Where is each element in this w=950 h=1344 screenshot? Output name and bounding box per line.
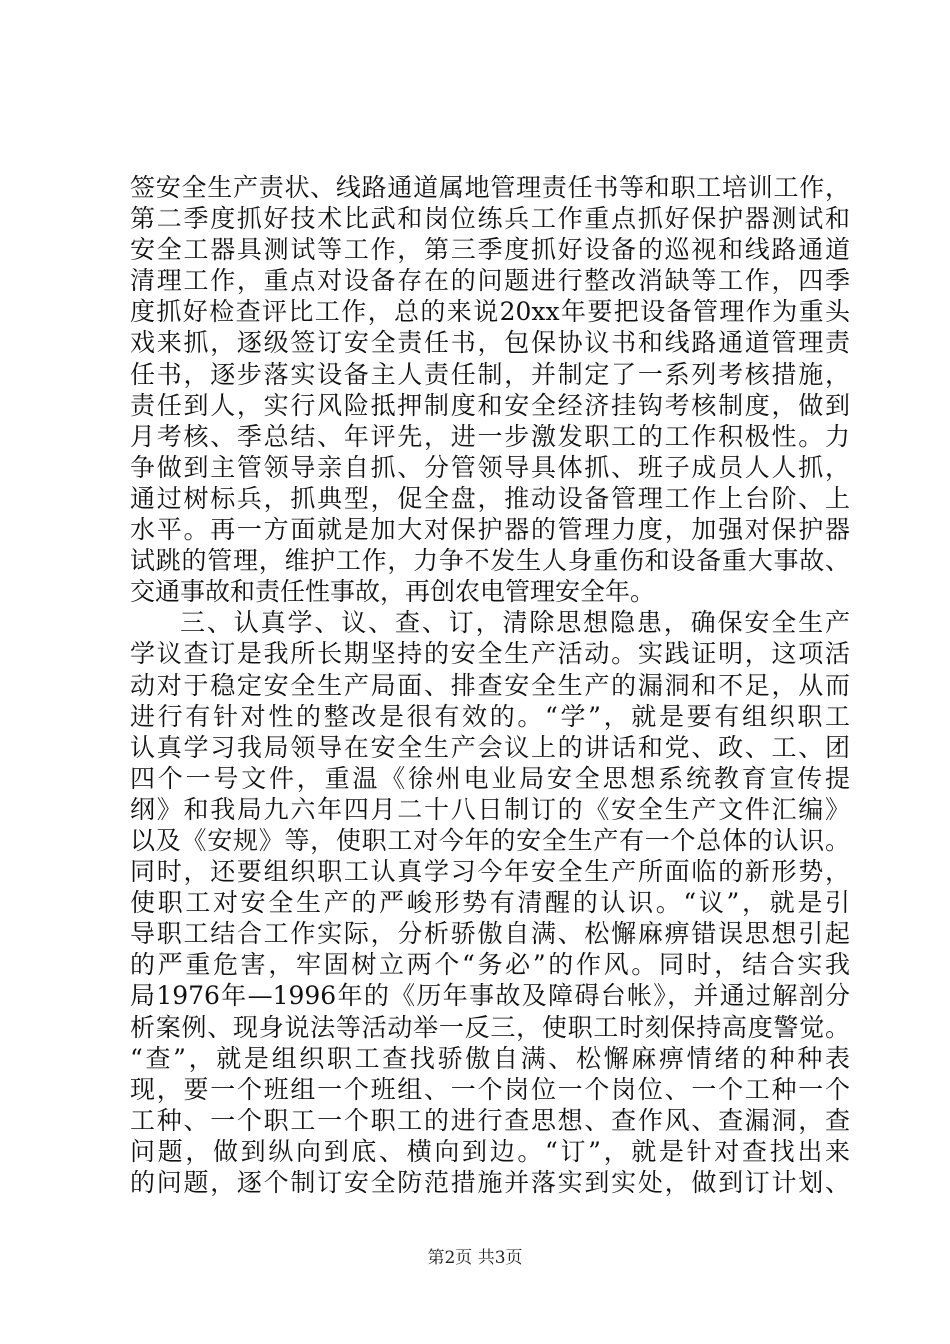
text-line: 动对于稳定安全生产局面、排查安全生产的漏洞和不足，从而 [130,670,850,700]
text-line: 三、认真学、议、查、订，清除思想隐患，确保安全生产 [180,608,850,638]
text-line: 学议查订是我所长期坚持的安全生产活动。实践证明，这项活 [130,639,850,669]
text-line: 第二季度抓好技术比武和岗位练兵工作重点抓好保护器测试和 [130,204,850,234]
text-line: 月考核、季总结、年评先，进一步激发职工的工作积极性。力 [130,421,850,451]
text-line: 任书，逐步落实设备主人责任制，并制定了一系列考核措施， [130,359,850,389]
text-line: 工种、一个职工一个职工的进行查思想、查作风、查漏洞，查 [130,1105,850,1135]
text-line: 交通事故和责任性事故，再创农电管理安全年。 [130,577,656,607]
text-line: 同时，还要组织职工认真学习今年安全生产所面临的新形势， [130,857,850,887]
text-line: 清理工作，重点对设备存在的问题进行整改消缺等工作，四季 [130,266,850,296]
text-line: 的问题，逐个制订安全防范措施并落实到实处，做到订计划、 [130,1168,850,1197]
text-line: 戏来抓，逐级签订安全责任书，包保协议书和线路通道管理责 [130,328,850,358]
text-line: 以及《安规》等，使职工对今年的安全生产有一个总体的认识。 [130,825,850,855]
text-line: 签安全生产责状、线路通道属地管理责任书等和职工培训工作， [130,173,850,202]
text-line: 责任到人，实行风险抵押制度和安全经济挂钩考核制度，做到 [130,390,850,420]
text-line: 纲》和我局九六年四月二十八日制订的《安全生产文件汇编》 [130,794,850,824]
text-line: 争做到主管领导亲自抓、分管领导具体抓、班子成员人人抓， [130,452,850,482]
text-line: 局1976年—1996年的《历年事故及障碍台帐》，并通过解剖分 [130,981,850,1011]
text-line: 的严重危害，牢固树立两个“务必”的作风。同时，结合实我 [130,950,850,980]
text-line: 水平。再一方面就是加大对保护器的管理力度，加强对保护器 [130,515,850,545]
text-line: 四个一号文件，重温《徐州电业局安全思想系统教育宣传提 [130,763,850,793]
text-line: 导职工结合工作实际，分析骄傲自满、松懈麻痹错误思想引起 [130,919,850,949]
document-body [130,172,850,1198]
text-line: 使职工对安全生产的严峻形势有清醒的认识。“议”，就是引 [130,888,850,918]
text-line: 通过树标兵，抓典型，促全盘，推动设备管理工作上台阶、上 [130,483,850,513]
text-line: 现，要一个班组一个班组、一个岗位一个岗位、一个工种一个 [130,1074,850,1104]
text-line: 析案例、现身说法等活动举一反三，使职工时刻保持高度警觉。 [130,1012,850,1042]
text-line: 度抓好检查评比工作，总的来说20xx年要把设备管理作为重头 [130,297,850,327]
text-line: 认真学习我局领导在安全生产会议上的讲话和党、政、工、团 [130,732,850,762]
text-line: 安全工器具测试等工作，第三季度抓好设备的巡视和线路通道 [130,235,850,265]
text-line: “查”，就是组织职工查找骄傲自满、松懈麻痹情绪的种种表 [130,1043,850,1073]
text-line: 进行有针对性的整改是很有效的。“学”，就是要有组织职工 [130,701,850,731]
text-line: 问题，做到纵向到底、横向到边。“订”，就是针对查找出来 [130,1136,850,1166]
page-footer: 第2页 共3页 [427,1248,523,1268]
text-line: 试跳的管理，维护工作，力争不发生人身重伤和设备重大事故、 [130,546,850,576]
